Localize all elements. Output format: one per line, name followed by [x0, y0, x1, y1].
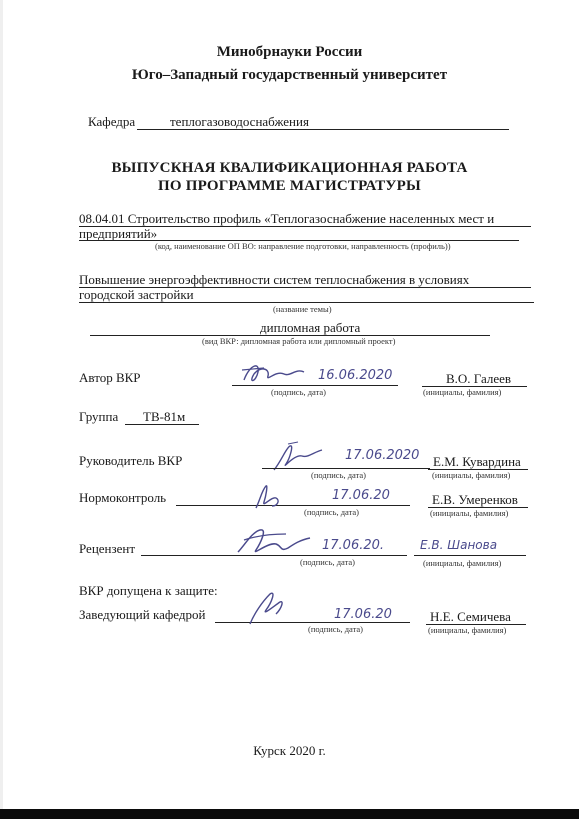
supervisor-sign-date: 17.06.2020 — [345, 448, 420, 463]
document-title-line2: ПО ПРОГРАММЕ МАГИСТРАТУРЫ — [158, 178, 421, 194]
head-sign-caption: (подпись, дата) — [308, 624, 364, 634]
program-line1: 08.04.01 Строительство профиль «Теплогазоснабжение населенных мест и — [79, 211, 495, 226]
university-header: Юго–Западный государственный университет — [131, 67, 448, 83]
head-name-caption: (инициалы, фамилия) — [428, 625, 507, 635]
supervisor-name: Е.М. Кувардина — [433, 454, 521, 469]
work-type-caption: (вид ВКР: дипломная работа или дипломный проект) — [202, 336, 396, 346]
department-underline — [137, 129, 509, 130]
head-name: Н.Е. Семичева — [430, 609, 511, 624]
department-value: теплогазоводоснабжения — [170, 114, 309, 129]
reviewer-sign-date: 17.06.20. — [322, 538, 385, 553]
author-sign-date: 16.06.2020 — [318, 368, 393, 383]
normcontrol-label: Нормоконтроль — [79, 490, 167, 505]
reviewer-label: Рецензент — [79, 541, 136, 556]
author-name-caption: (инициалы, фамилия) — [423, 387, 502, 397]
work-type-value: дипломная работа — [260, 320, 361, 335]
group-underline — [125, 424, 199, 425]
reviewer-name-handwritten: Е.В. Шанова — [420, 538, 498, 552]
normcontrol-name: Е.В. Умеренков — [432, 492, 518, 507]
scan-edge — [0, 0, 3, 819]
supervisor-name-caption: (инициалы, фамилия) — [432, 470, 511, 480]
reviewer-sign-caption: (подпись, дата) — [300, 557, 356, 567]
program-line2: предприятий» — [79, 226, 158, 241]
head-sign-date: 17.06.20 — [334, 607, 392, 622]
author-signature — [240, 360, 310, 388]
reviewer-name-caption: (инициалы, фамилия) — [423, 558, 502, 568]
department-label: Кафедра — [88, 114, 136, 129]
scan-bottom-edge — [0, 809, 579, 819]
supervisor-sign-line — [262, 468, 430, 469]
normcontrol-sign-line — [176, 505, 410, 506]
normcontrol-signature — [248, 482, 288, 512]
ministry-header: Минобрнауки России — [216, 44, 363, 60]
topic-line2: городской застройки — [79, 287, 194, 302]
topic-underline2 — [79, 302, 534, 303]
head-label: Заведующий кафедрой — [79, 607, 206, 622]
place-year: Курск 2020 г. — [253, 743, 326, 758]
group-value: ТВ-81м — [143, 409, 186, 424]
supervisor-label: Руководитель ВКР — [79, 453, 183, 468]
normcontrol-name-caption: (инициалы, фамилия) — [430, 508, 509, 518]
reviewer-signature — [230, 522, 320, 560]
author-sign-caption: (подпись, дата) — [271, 387, 327, 397]
admission-label: ВКР допущена к защите: — [79, 583, 218, 598]
document-title-line1: ВЫПУСКНАЯ КВАЛИФИКАЦИОННАЯ РАБОТА — [111, 160, 468, 176]
author-label: Автор ВКР — [79, 370, 141, 385]
normcontrol-sign-date: 17.06.20 — [332, 488, 390, 503]
reviewer-name-line — [414, 555, 526, 556]
head-signature — [244, 588, 294, 628]
topic-caption: (название темы) — [273, 304, 332, 314]
normcontrol-sign-caption: (подпись, дата) — [304, 507, 360, 517]
group-label: Группа — [79, 409, 119, 424]
topic-line1: Повышение энергоэффективности систем теплоснабжения в условиях — [79, 272, 470, 287]
author-name: В.О. Галеев — [446, 371, 512, 386]
supervisor-sign-caption: (подпись, дата) — [311, 470, 367, 480]
program-caption: (код, наименование ОП ВО: направление подготовки, направленность (профиль)) — [155, 241, 451, 251]
